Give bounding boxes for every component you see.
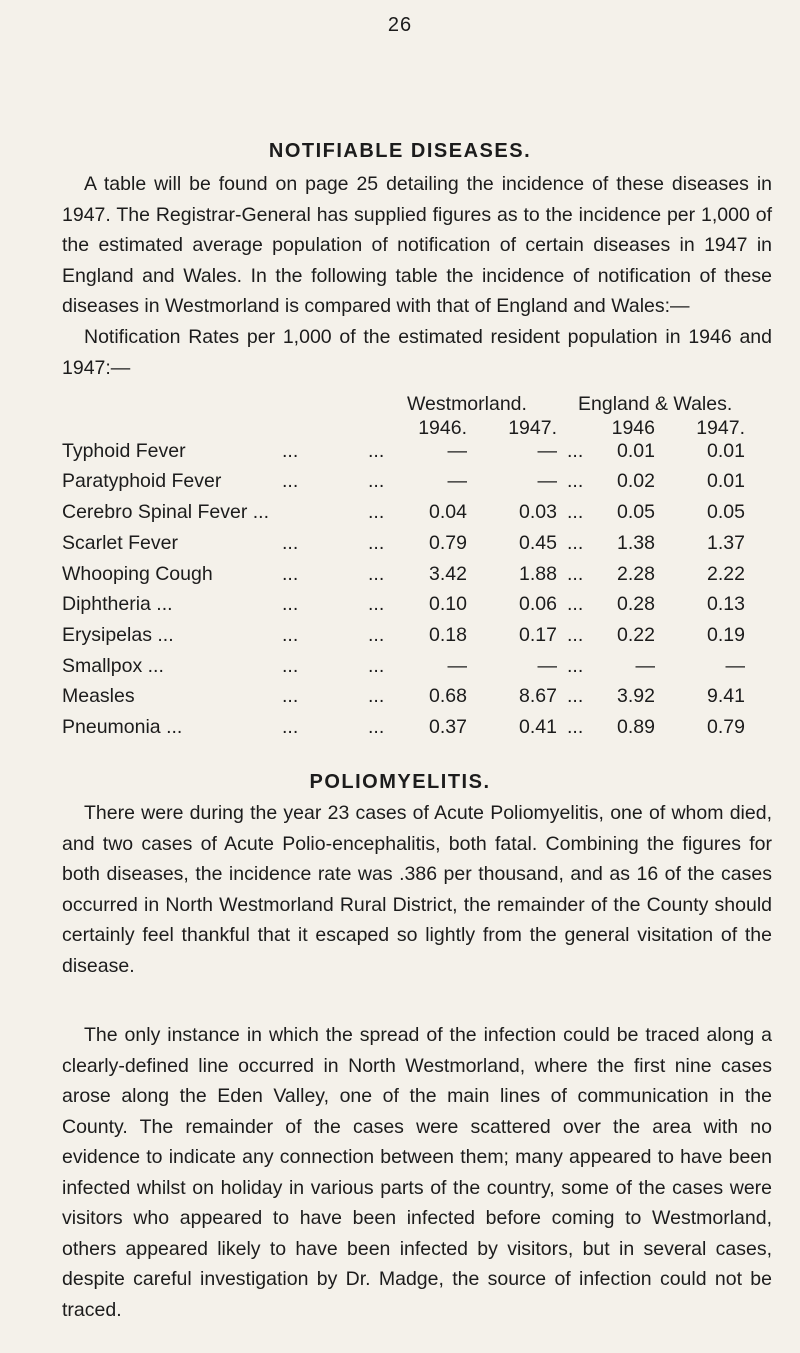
- westmorland-1947-value: —: [537, 470, 557, 492]
- disease-name: Diphtheria ...: [62, 593, 173, 615]
- disease-name: Pneumonia ...: [62, 716, 183, 738]
- england-1947-value: 0.01: [707, 440, 745, 462]
- leader-dots: ...: [567, 563, 584, 585]
- england-1946-value: —: [635, 655, 655, 677]
- table-row: [0, 685, 800, 715]
- leader-dots: ...: [368, 563, 385, 585]
- england-1946-value: 0.22: [617, 624, 655, 646]
- england-1946-value: 1.38: [617, 532, 655, 554]
- disease-name: Scarlet Fever: [62, 532, 178, 554]
- leader-dots: ...: [368, 532, 385, 554]
- westmorland-1947-value: 0.41: [519, 716, 557, 738]
- disease-name: Cerebro Spinal Fever ...: [62, 501, 270, 523]
- england-1947-value: 2.22: [707, 563, 745, 585]
- leader-dots: ...: [567, 440, 584, 462]
- table-row: [0, 563, 800, 593]
- england-1946-value: 0.28: [617, 593, 655, 615]
- leader-dots: ...: [282, 716, 299, 738]
- leader-dots: ...: [368, 685, 385, 707]
- westmorland-1946-value: 0.10: [429, 593, 467, 615]
- leader-dots: ...: [282, 655, 299, 677]
- disease-name: Paratyphoid Fever: [62, 470, 222, 492]
- rates-intro-paragraph: Notification Rates per 1,000 of the estimated resident population in 1946 and 1947:—: [62, 326, 772, 379]
- westmorland-1946-value: 0.68: [429, 685, 467, 707]
- disease-name: Erysipelas ...: [62, 624, 174, 646]
- westmorland-1947-value: 0.17: [519, 624, 557, 646]
- leader-dots: ...: [368, 624, 385, 646]
- england-1947-value: 9.41: [707, 685, 745, 707]
- england-1946-value: 0.01: [617, 440, 655, 462]
- westmorland-1946-value: 0.04: [429, 501, 467, 523]
- leader-dots: ...: [368, 716, 385, 738]
- england-1946-value: 0.02: [617, 470, 655, 492]
- westmorland-1946-value: 0.37: [429, 716, 467, 738]
- westmorland-1947-value: 0.03: [519, 501, 557, 523]
- table-row: [0, 440, 800, 470]
- leader-dots: ...: [368, 501, 385, 523]
- leader-dots: ...: [567, 593, 584, 615]
- disease-name: Typhoid Fever: [62, 440, 186, 462]
- table-year-header-w1946: 1946.: [418, 417, 467, 439]
- leader-dots: ...: [282, 532, 299, 554]
- disease-name: Smallpox ...: [62, 655, 164, 677]
- westmorland-1947-value: —: [537, 655, 557, 677]
- england-1946-value: 0.89: [617, 716, 655, 738]
- leader-dots: ...: [567, 655, 584, 677]
- leader-dots: ...: [368, 655, 385, 677]
- england-1947-value: 1.37: [707, 532, 745, 554]
- table-group-header-england: England & Wales.: [578, 393, 733, 415]
- westmorland-1947-value: 0.06: [519, 593, 557, 615]
- england-1947-value: 0.19: [707, 624, 745, 646]
- leader-dots: ...: [567, 470, 584, 492]
- table-row: [0, 655, 800, 685]
- england-1947-value: 0.01: [707, 470, 745, 492]
- table-year-header-w1947: 1947.: [508, 417, 557, 439]
- leader-dots: ...: [567, 532, 584, 554]
- table-row: [0, 532, 800, 562]
- table-row: [0, 501, 800, 531]
- disease-name: Measles: [62, 685, 135, 707]
- leader-dots: ...: [282, 440, 299, 462]
- england-1947-value: 0.13: [707, 593, 745, 615]
- table-row: [0, 624, 800, 654]
- table-year-header-e1946: 1946: [611, 417, 655, 439]
- leader-dots: ...: [368, 593, 385, 615]
- westmorland-1946-value: —: [447, 655, 467, 677]
- notifiable-diseases-heading: NOTIFIABLE DISEASES.: [268, 140, 532, 162]
- table-year-header-e1947: 1947.: [696, 417, 745, 439]
- england-1947-value: 0.05: [707, 501, 745, 523]
- england-1946-value: 0.05: [617, 501, 655, 523]
- westmorland-1946-value: 0.79: [429, 532, 467, 554]
- polio-paragraph-2: The only instance in which the spread of the infection could be traced along a clearly-defined line occurred in North Westmorland, where the first nine cases arose along the Eden Valley, one of the main lines of communication in the County. The remainder of the cases were scattered over the area with no evidence to indicate any connection between them; many appeared to have been infected whilst on holiday in various parts of the country, some of the cases were visitors who appeared to have been infected before coming to Westmorland, others appeared likely to have been infected by visitors, but in several cases, despite careful investigation by Dr. Madge, the source of infection could not be traced.: [62, 1024, 772, 1321]
- disease-name: Whooping Cough: [62, 563, 213, 585]
- westmorland-1946-value: 0.18: [429, 624, 467, 646]
- intro-paragraph: A table will be found on page 25 detailing the incidence of these diseases in 1947. The Registrar-General has supplied figures as to the incidence per 1,000 of the estimated average population of notification of certain diseases in 1947 in England and Wales. In the following table the incidence of notification of these diseases in Westmorland is compared with that of England and Wales:—: [62, 173, 772, 317]
- westmorland-1947-value: 8.67: [519, 685, 557, 707]
- page-number: 26: [387, 14, 413, 36]
- table-row: [0, 716, 800, 746]
- polio-paragraph-1: There were during the year 23 cases of Acute Poliomyelitis, one of whom died, and two cases of Acute Polio-encephalitis, both fatal. Combining the figures for both diseases, the incidence rate was .386 per thousand, and as 16 of the cases occurred in North Westmorland Rural District, the remainder of the County should certainly feel thankful that it escaped so lightly from the general visitation of the disease.: [62, 802, 772, 977]
- westmorland-1947-value: —: [537, 440, 557, 462]
- leader-dots: ...: [567, 501, 584, 523]
- westmorland-1947-value: 0.45: [519, 532, 557, 554]
- england-1947-value: 0.79: [707, 716, 745, 738]
- england-1947-value: —: [725, 655, 745, 677]
- table-row: [0, 593, 800, 623]
- westmorland-1946-value: 3.42: [429, 563, 467, 585]
- westmorland-1946-value: —: [447, 470, 467, 492]
- leader-dots: ...: [282, 470, 299, 492]
- leader-dots: ...: [282, 685, 299, 707]
- table-group-header-westmorland: Westmorland.: [407, 393, 527, 415]
- leader-dots: ...: [282, 563, 299, 585]
- leader-dots: ...: [567, 716, 584, 738]
- england-1946-value: 3.92: [617, 685, 655, 707]
- leader-dots: ...: [368, 440, 385, 462]
- westmorland-1947-value: 1.88: [519, 563, 557, 585]
- leader-dots: ...: [567, 685, 584, 707]
- england-1946-value: 2.28: [617, 563, 655, 585]
- westmorland-1946-value: —: [447, 440, 467, 462]
- leader-dots: ...: [567, 624, 584, 646]
- leader-dots: ...: [368, 470, 385, 492]
- poliomyelitis-heading: POLIOMYELITIS.: [309, 771, 491, 793]
- table-row: [0, 470, 800, 500]
- leader-dots: ...: [282, 593, 299, 615]
- leader-dots: ...: [282, 624, 299, 646]
